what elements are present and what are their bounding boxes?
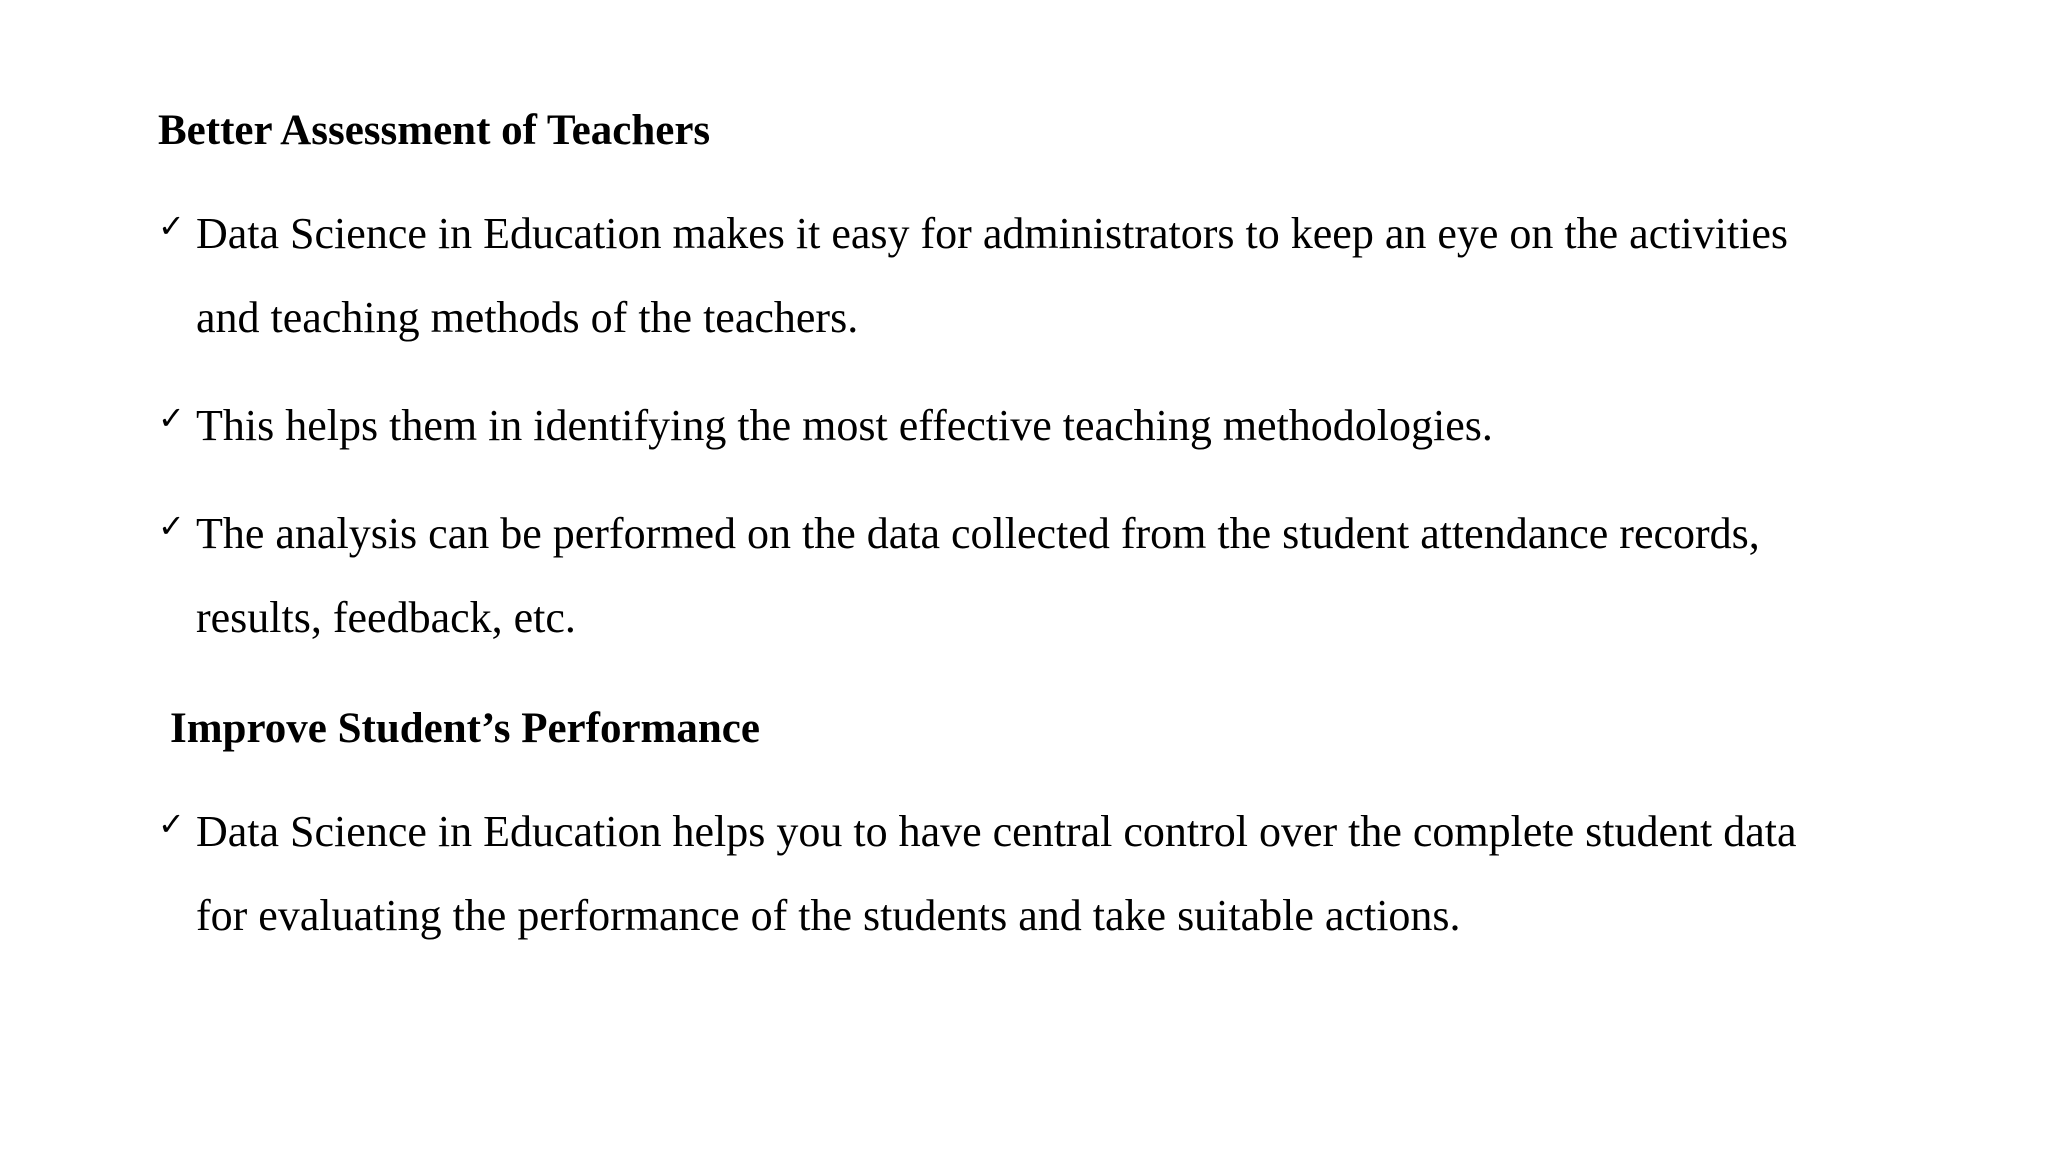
bullet-line: This helps them in identifying the most effective teaching methodologies. xyxy=(196,401,1493,450)
bullet-line: for evaluating the performance of the students and take suitable actions. xyxy=(196,891,1461,940)
bullet-text xyxy=(196,384,2048,468)
bullet-line: Data Science in Education helps you to have central control over the complete student data xyxy=(196,807,1797,856)
section-heading-students: Improve Student’s Performance xyxy=(170,705,760,752)
bullet-text xyxy=(196,790,2048,958)
check-icon: ✓ xyxy=(158,507,185,545)
bullet-text xyxy=(196,492,2048,660)
check-icon: ✓ xyxy=(158,805,185,843)
check-icon: ✓ xyxy=(158,399,185,437)
bullet-line: The analysis can be performed on the data collected from the student attendance records, xyxy=(196,509,1760,558)
bullet-line: results, feedback, etc. xyxy=(196,593,576,642)
bullet-text xyxy=(196,192,2048,360)
section-heading-teachers: Better Assessment of Teachers xyxy=(158,107,711,154)
bullet-line: Data Science in Education makes it easy for administrators to keep an eye on the activities xyxy=(196,209,1789,258)
check-icon: ✓ xyxy=(158,207,185,245)
bullet-line: and teaching methods of the teachers. xyxy=(196,293,859,342)
